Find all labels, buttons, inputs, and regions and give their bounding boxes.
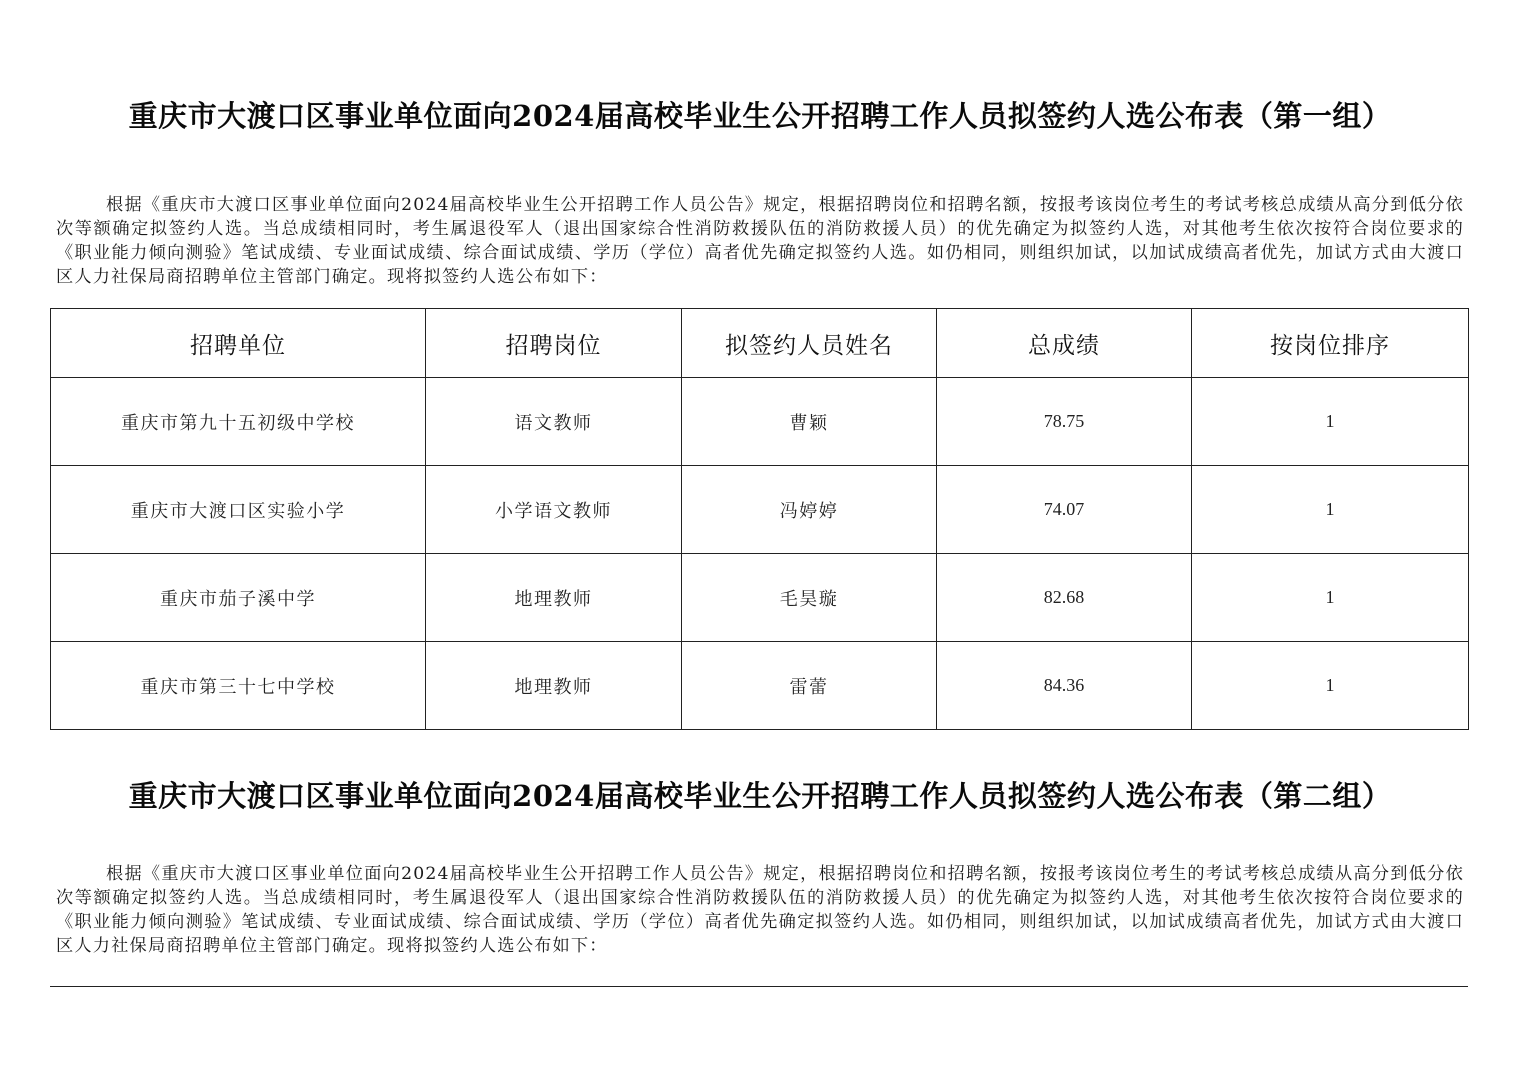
group1-results-table	[50, 308, 1469, 730]
cell-position: 小学语文教师	[426, 466, 682, 554]
cell-candidate-name: 毛昊璇	[682, 554, 937, 642]
cell-total-score: 78.75	[937, 378, 1192, 466]
cell-rank: 1	[1192, 378, 1469, 466]
header-recruiting-unit: 招聘单位	[51, 309, 426, 378]
table-row	[51, 554, 1469, 642]
cell-recruiting-unit: 重庆市茄子溪中学	[51, 554, 426, 642]
cell-position: 地理教师	[426, 642, 682, 730]
cell-total-score: 84.36	[937, 642, 1192, 730]
cell-rank: 1	[1192, 554, 1469, 642]
group2-table-top-border	[50, 986, 1468, 987]
cell-candidate-name: 冯婷婷	[682, 466, 937, 554]
cell-rank: 1	[1192, 466, 1469, 554]
header-total-score: 总成绩	[937, 309, 1192, 378]
cell-recruiting-unit: 重庆市第九十五初级中学校	[51, 378, 426, 466]
cell-total-score: 74.07	[937, 466, 1192, 554]
cell-position: 语文教师	[426, 378, 682, 466]
group1-intro-paragraph: 根据《重庆市大渡口区事业单位面向2024届高校毕业生公开招聘工作人员公告》规定，根据招聘岗位和招聘名额，按报考该岗位考生的考试考核总成绩从高分到低分依次等额确定拟签约人选。当总成绩相同时，考生属退役军人（退出国家综合性消防救援队伍的消防救援人员）的优先确定为拟签约人选，对其他考生依次按符合岗位要求的《职业能力倾向测验》笔试成绩、专业面试成绩、综合面试成绩、学历（学位）高者优先确定拟签约人选。如仍相同，则组织加试，以加试成绩高者优先，加试方式由大渡口区人力社保局商招聘单位主管部门确定。现将拟签约人选公布如下：	[56, 195, 1464, 287]
cell-candidate-name: 雷蕾	[682, 642, 937, 730]
cell-recruiting-unit: 重庆市第三十七中学校	[51, 642, 426, 730]
group1-title: 重庆市大渡口区事业单位面向2024届高校毕业生公开招聘工作人员拟签约人选公布表（第一组）	[128, 99, 1392, 133]
group2-intro-paragraph: 根据《重庆市大渡口区事业单位面向2024届高校毕业生公开招聘工作人员公告》规定，根据招聘岗位和招聘名额，按报考该岗位考生的考试考核总成绩从高分到低分依次等额确定拟签约人选。当总成绩相同时，考生属退役军人（退出国家综合性消防救援队伍的消防救援人员）的优先确定为拟签约人选，对其他考生依次按符合岗位要求的《职业能力倾向测验》笔试成绩、专业面试成绩、综合面试成绩、学历（学位）高者优先确定拟签约人选。如仍相同，则组织加试，以加试成绩高者优先，加试方式由大渡口区人力社保局商招聘单位主管部门确定。现将拟签约人选公布如下：	[56, 864, 1464, 956]
cell-position: 地理教师	[426, 554, 682, 642]
header-candidate-name: 拟签约人员姓名	[682, 309, 937, 378]
table-row	[51, 378, 1469, 466]
table-header-row	[51, 309, 1469, 378]
table-row	[51, 466, 1469, 554]
group2-title: 重庆市大渡口区事业单位面向2024届高校毕业生公开招聘工作人员拟签约人选公布表（第二组）	[128, 779, 1392, 813]
table-row	[51, 642, 1469, 730]
cell-recruiting-unit: 重庆市大渡口区实验小学	[51, 466, 426, 554]
header-position: 招聘岗位	[426, 309, 682, 378]
header-rank: 按岗位排序	[1192, 309, 1469, 378]
cell-total-score: 82.68	[937, 554, 1192, 642]
cell-rank: 1	[1192, 642, 1469, 730]
cell-candidate-name: 曹颖	[682, 378, 937, 466]
